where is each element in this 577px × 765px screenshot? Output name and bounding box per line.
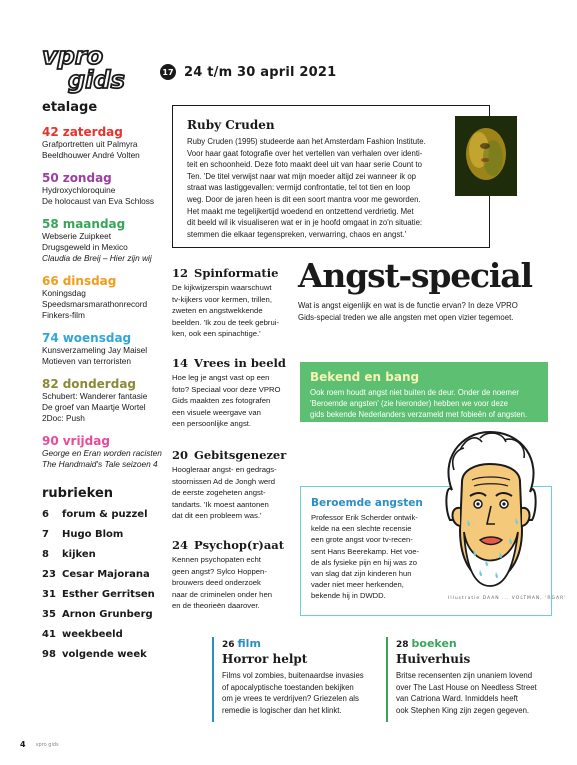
- text-line: dit beeld wil ik visualiseren wat er in je hoofd omgaat in zo'n situatie:: [187, 218, 423, 228]
- article-title: Gebitsgenezer: [194, 448, 287, 462]
- day-item: Drugsgeweld in Mexico: [42, 242, 128, 252]
- rubriek-page: 41: [42, 629, 56, 640]
- rubriek-page: 8: [42, 549, 49, 560]
- day-item: Speedsmarsmarathonrecord: [42, 299, 148, 309]
- day-item: Schubert: Wanderer fantasie: [42, 391, 148, 401]
- day-heading: [42, 171, 172, 185]
- svg-text:vpro: vpro: [42, 42, 104, 70]
- article-teaser[interactable]: [172, 356, 290, 430]
- day-item: 2Doc: Push: [42, 413, 85, 423]
- bekend-text: [310, 387, 538, 420]
- svg-text:gids: gids: [68, 66, 125, 94]
- rubriek-item[interactable]: [42, 609, 172, 621]
- day-name: donderdag: [62, 377, 137, 391]
- day-item: De holocaust van Eva Schloss: [42, 196, 155, 206]
- rubrieken-list: [42, 509, 172, 661]
- text-line: gids bekende Nederlanders verzameld met fobieën of angsten.: [310, 410, 528, 419]
- article-text: [172, 372, 290, 430]
- day-heading: [42, 217, 172, 231]
- text-line: een visuele weergave van: [172, 407, 261, 417]
- issue-date: 24 t/m 30 april 2021: [184, 64, 337, 80]
- text-line: van Catriona Ward. Inmiddels heeft: [396, 694, 518, 704]
- text-line: zweten en angstwekkende: [172, 306, 263, 316]
- rubriek-label: Arnon Grunberg: [62, 609, 153, 620]
- day-page: 74: [42, 331, 59, 345]
- bekend-title: Bekend en bang: [310, 370, 420, 384]
- rubriek-page: 7: [42, 529, 49, 540]
- special-title: Angst-special: [298, 256, 532, 295]
- article-page: 14: [172, 356, 189, 370]
- text-line: stemmen die elkaar tegenspreken, verwarring, chaos en angst.': [187, 229, 407, 239]
- special-intro: [298, 300, 528, 323]
- issue-number: 17: [160, 64, 176, 80]
- text-line: geen angst? Sylco Hoppen-: [172, 566, 267, 576]
- article-heading: [172, 448, 290, 462]
- day-item: Finkers-film: [42, 310, 85, 320]
- day-item: Hydroxychloroquine: [42, 185, 116, 195]
- day-heading: [42, 125, 172, 139]
- day-page: 90: [42, 434, 59, 448]
- boeken-text: [396, 670, 556, 716]
- text-line: Kennen psychopaten echt: [172, 555, 261, 564]
- day-entry[interactable]: [42, 125, 172, 161]
- text-line: en de theorieën daarover.: [172, 601, 260, 611]
- rubriek-item[interactable]: [42, 629, 172, 641]
- text-line: een grote angst voor tv-recen-: [311, 535, 413, 545]
- text-line: Ten. 'De titel verwijst naar wat mijn moeder altijd zei wanneer ik op: [187, 171, 416, 181]
- text-line: Gids maakten zes fotografen: [172, 396, 271, 406]
- text-line: ken, ook een spinachtige.': [172, 329, 261, 339]
- article-title: Vrees in beeld: [194, 356, 286, 370]
- day-name: maandag: [62, 217, 126, 231]
- page-number: 4: [20, 740, 26, 749]
- ruby-title: Ruby Cruden: [187, 118, 275, 132]
- article-heading: [172, 356, 290, 370]
- contents-column: [42, 100, 172, 669]
- rubriek-item[interactable]: [42, 549, 172, 561]
- day-entry[interactable]: [42, 217, 172, 264]
- rubriek-label: weekbeeld: [62, 629, 123, 640]
- text-line: om je vrees te verdrijven? Griezelen als: [222, 694, 359, 704]
- day-heading: [42, 434, 172, 448]
- text-line: foto? Speciaal voor deze VPRO: [172, 384, 281, 394]
- bekend-en-bang-box: [300, 362, 548, 422]
- text-line: of apocalyptische toestanden bekijken: [222, 682, 354, 692]
- day-list: [42, 125, 172, 470]
- day-entry[interactable]: [42, 274, 172, 321]
- article-heading: [172, 538, 290, 552]
- rubriek-label: volgende week: [62, 649, 147, 660]
- rubriek-page: 35: [42, 609, 56, 620]
- beroemde-title: Beroemde angsten: [311, 497, 423, 509]
- cover-photo-image: [455, 116, 517, 196]
- article-heading: [172, 266, 290, 280]
- rubriek-page: 23: [42, 569, 56, 580]
- scherder-illustration: [420, 420, 560, 610]
- rubriek-item[interactable]: [42, 509, 172, 521]
- day-entry[interactable]: [42, 377, 172, 424]
- ruby-cruden-box: [172, 105, 490, 248]
- text-line: Voor haar gaat fotografie over het vertellen van verhalen over identi-: [187, 148, 423, 158]
- text-line: Films vol zombies, buitenaardse invasies: [222, 671, 364, 680]
- day-heading: [42, 331, 172, 345]
- film-page: 26: [222, 640, 235, 650]
- day-page: 82: [42, 377, 59, 391]
- text-line: Ruby Cruden (1995) studeerde aan het Amsterdam Fashion Institute.: [187, 137, 426, 146]
- text-line: Gids-special treden we alle angsten met open vizier tegemoet.: [298, 312, 514, 322]
- vpro-gids-logo: [40, 42, 152, 94]
- day-page: 58: [42, 217, 59, 231]
- article-page: 24: [172, 538, 189, 552]
- day-item: George en Eran worden racisten: [42, 448, 162, 458]
- day-name: zondag: [62, 171, 112, 185]
- divider-line-film: [212, 637, 214, 722]
- rubriek-page: 6: [42, 509, 49, 520]
- face-illustration-icon: [420, 420, 560, 610]
- text-line: straat was lastiggevallen: vermijd confrontatie, tel tot tien en loop: [187, 183, 411, 193]
- text-line: Het maakt me tegelijkertijd woedend en ontzettend verdrietig. Met: [187, 206, 414, 216]
- text-line: De kijkwijzerspin waarschuwt: [172, 283, 272, 292]
- day-heading: [42, 377, 172, 391]
- film-section: [222, 637, 382, 716]
- day-entry[interactable]: [42, 171, 172, 207]
- text-line: een persoonlijke angst.: [172, 419, 252, 429]
- film-title: Horror helpt: [222, 652, 308, 666]
- text-line: teit en schoonheid. Deze foto maakt deel uit van haar serie Count to: [187, 160, 422, 170]
- text-line: Britse recensenten zijn unaniem lovend: [396, 671, 533, 680]
- boeken-category-label: boeken: [411, 637, 457, 650]
- boeken-category: [396, 637, 556, 652]
- beroemde-text: [311, 512, 431, 602]
- text-line: bekende hij in DWDD.: [311, 591, 386, 601]
- day-name: dinsdag: [62, 274, 117, 288]
- rubriek-label: Hugo Blom: [62, 529, 124, 540]
- article-teaser[interactable]: [172, 448, 290, 522]
- article-text: [172, 464, 290, 522]
- day-name: vrijdag: [62, 434, 110, 448]
- text-line: Hoe leg je angst vast op een: [172, 373, 270, 382]
- article-page: 20: [172, 448, 189, 462]
- day-item: Claudia de Breij – Hier zijn wij: [42, 253, 152, 263]
- text-line: 'Beroemde angsten' (zie hieronder) hebben we voor deze: [310, 399, 509, 408]
- vpro-gids-logo-mark: [40, 42, 152, 94]
- article-teaser[interactable]: [172, 538, 290, 612]
- divider-line-boeken: [386, 637, 388, 722]
- rubriek-item[interactable]: [42, 569, 172, 581]
- rubriek-page: 31: [42, 589, 56, 600]
- text-line: dat dit een probleem was.': [172, 511, 262, 521]
- text-line: brouwers deed onderzoek: [172, 578, 261, 588]
- footer-logo: vpro gids: [35, 741, 59, 748]
- boeken-section: [396, 637, 556, 716]
- article-text: [172, 282, 290, 340]
- day-item: The Handmaid's Tale seizoen 4: [42, 459, 158, 469]
- day-page: 66: [42, 274, 59, 288]
- article-title: Spinformatie: [194, 266, 279, 280]
- text-line: de als fysieke pijn en hij was zo: [311, 557, 417, 567]
- text-line: Professor Erik Scherder ontwik-: [311, 513, 418, 522]
- day-entry[interactable]: [42, 331, 172, 367]
- boeken-page: 28: [396, 640, 409, 650]
- text-line: ook Stephen King zijn zegen gegeven.: [396, 705, 530, 715]
- day-item: Koningsdag: [42, 288, 86, 298]
- text-line: weg. Door de jaren heen is dit een soort mantra voor me geworden.: [187, 194, 421, 204]
- day-heading: [42, 274, 172, 288]
- boeken-title: Huiverhuis: [396, 652, 471, 666]
- day-item: Kunsverzameling Jay Maisel: [42, 345, 148, 355]
- article-title: Psychop(r)aat: [194, 538, 285, 552]
- day-item: Grafportretten uit Palmyra: [42, 139, 138, 149]
- etalage-heading: etalage: [42, 100, 98, 115]
- text-line: stoornissen Ad de Jongh werd: [172, 476, 275, 486]
- day-page: 42: [42, 125, 59, 139]
- text-line: van slag dat zijn kinderen hun: [311, 569, 412, 579]
- rubriek-label: kijken: [62, 549, 96, 560]
- article-page: 12: [172, 266, 189, 280]
- text-line: vader niet meer herkenden,: [311, 580, 404, 590]
- illustration-credit: Illustratie DAAN ... VOLTMAN, 'RGAR': [448, 596, 567, 601]
- film-category-label: film: [237, 637, 261, 650]
- ruby-text: [187, 136, 459, 240]
- day-name: zaterdag: [62, 125, 123, 139]
- film-category: [222, 637, 382, 652]
- text-line: over The Last House on Needless Street: [396, 682, 537, 692]
- rubriek-label: forum & puzzel: [62, 509, 148, 520]
- article-teaser[interactable]: [172, 266, 290, 340]
- text-line: beelden. 'Ik zou de teek gebrui-: [172, 317, 280, 327]
- text-line: remedie is logischer dan het klinkt.: [222, 705, 342, 715]
- article-text: [172, 554, 290, 612]
- day-item: Webserie Zuipkeet: [42, 231, 112, 241]
- text-line: naar de criminelen onder hen: [172, 589, 273, 599]
- day-item: Motieven van terroristen: [42, 356, 132, 366]
- day-entry[interactable]: [42, 434, 172, 470]
- text-line: Hoogleraar angst- en gedrags-: [172, 465, 277, 474]
- rubriek-item[interactable]: [42, 529, 172, 541]
- text-line: Wat is angst eigenlijk en wat is de functie ervan? In deze VPRO: [298, 301, 518, 310]
- issue-info: [160, 64, 336, 80]
- rubriek-item[interactable]: [42, 589, 172, 601]
- text-line: Ook roem houdt angst niet buiten de deur. Onder de noemer: [310, 388, 519, 397]
- text-line: tv-kijkers voor kermen, trillen,: [172, 294, 272, 304]
- page-footer: [20, 740, 59, 749]
- cover-photo[interactable]: [455, 116, 517, 196]
- day-item: De groef van Maartje Wortel: [42, 402, 146, 412]
- film-text: [222, 670, 382, 716]
- rubriek-label: Esther Gerritsen: [62, 589, 155, 600]
- rubriek-page: 98: [42, 649, 56, 660]
- day-name: woensdag: [62, 331, 132, 345]
- rubriek-item[interactable]: [42, 649, 172, 661]
- day-item: Beeldhouwer André Volten: [42, 150, 140, 160]
- text-line: de eerste zogeheten angst-: [172, 488, 266, 498]
- rubrieken-heading: rubrieken: [42, 486, 114, 501]
- day-page: 50: [42, 171, 59, 185]
- text-line: kelde na een slechte recensie: [311, 524, 412, 534]
- rubriek-label: Cesar Majorana: [62, 569, 150, 580]
- text-line: sent Hans Beerekamp. Het voe-: [311, 546, 420, 556]
- text-line: tandarts. 'Ik moest aantonen: [172, 499, 269, 509]
